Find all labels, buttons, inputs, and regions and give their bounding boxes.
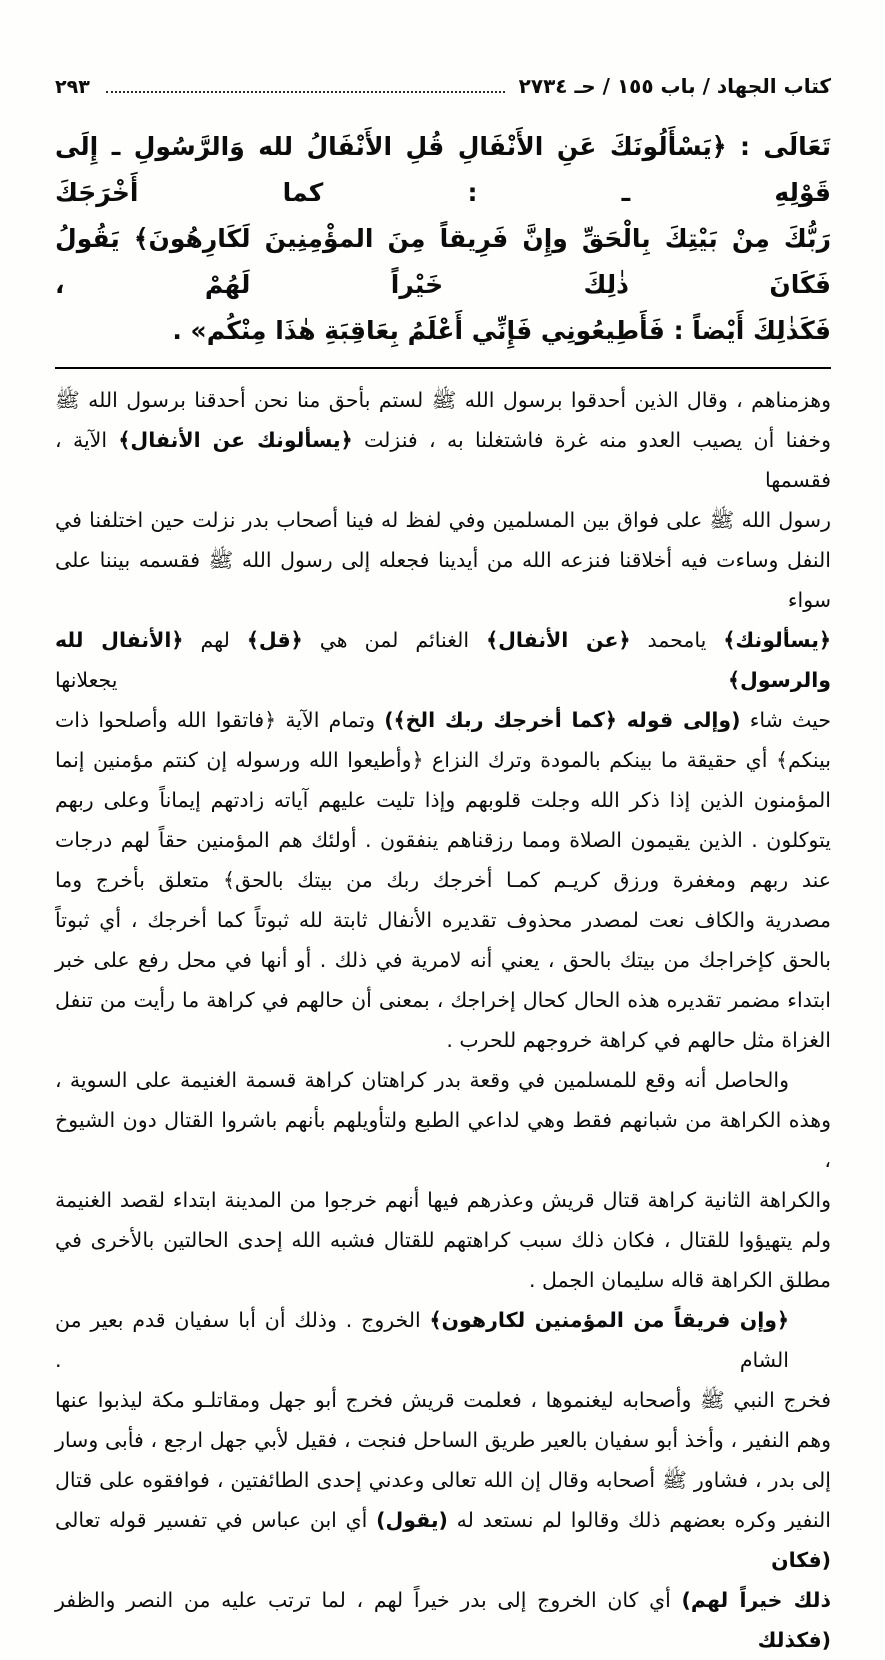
commentary-line: ولم يتهيؤوا للقتال ، فكان ذلك سبب كراهتهم للقتال فشبه الله إحدى الحالتين بالأخرى في (55, 1228, 831, 1252)
matn-block (55, 124, 831, 354)
commentary-line: حيث شاء (وإلى قوله ﴿كما أخرجك ربك الخ﴾) وتمام الآية ﴿فاتقوا الله وأصلحوا ذات (55, 708, 831, 732)
commentary-line: يتوكلون . الذين يقيمون الصلاة ومما رزقناهم ينفقون . أولئك هم المؤمنين حقاً لهم درجات (55, 828, 831, 852)
commentary-line: النفل وساءت فيه أخلاقنا فنزعه الله من أيدينا فجعله إلى رسول الله ﷺ فقسمه بيننا على سواء (55, 548, 831, 612)
commentary-line: ﴿وإن فريقاً من المؤمنين لكارهون﴾ الخروج . وذلك أن أبا سفيان قدم بعير من الشام . (55, 1308, 789, 1372)
commentary-line: وهذه الكراهة من شبانهم فقط وهي لداعي الطبع ولتأويلهم بأنهم باشروا القتال دون الشيوخ ، (55, 1108, 831, 1172)
dotted-leader (106, 91, 505, 93)
commentary-line: ذلك خيراً لهم) أي كان الخروج إلى بدر خيراً لهم ، لما ترتب عليه من النصر والظفر (فكذلك (55, 1588, 831, 1652)
commentary-line: وهم النفير ، وأخذ أبو سفيان بالعير طريق الساحل فنجت ، فقيل لأبي جهل ارجع ، فأبى وسار (55, 1428, 831, 1452)
commentary-line: مطلق الكراهة قاله سليمان الجمل . (529, 1268, 831, 1292)
page-header (55, 66, 831, 98)
commentary-line: النفير وكره بعضهم ذلك وقالوا لم نستعد له (يقول) أي ابن عباس في تفسير قوله تعالى (فكان (55, 1508, 831, 1572)
commentary-line: المؤمنون الذين إذا ذكر الله وجلت قلوبهم وإذا تليت عليهم آياته زادتهم إيماناً وعلى ربهم (55, 788, 831, 812)
commentary-line: والحاصل أنه وقع للمسلمين في وقعة بدر كراهتان كراهة قسمة الغنيمة على السوية ، (55, 1068, 789, 1092)
matn-line: فَكَذٰلِكَ أَيْضاً : فَأَطِيعُونِي فَإِنِّي أَعْلَمُ بِعَاقِبَةِ هٰذَا مِنْكُم» . (172, 316, 831, 345)
commentary-line: ابتداء مضمر تقديره هذه الحال كحال إخراجك ، بمعنى أن حالهم في كراهة ما رأيت من تنفل (55, 988, 831, 1012)
commentary-line: فخرج النبي ﷺ وأصحابه ليغنموها ، فعلمت قريش فخرج أبو جهل ومقاتلـو مكة ليذبوا عنها (55, 1388, 831, 1412)
commentary-line: إلى بدر ، فشاور ﷺ أصحابه وقال إن الله تعالى وعدني إحدى الطائفتين ، فوافقوه على قتال (55, 1468, 831, 1492)
commentary-line: بالحق كإخراجك من بيتك بالحق ، يعني أنه لامرية في ذلك . أو أنها في محل رفع على خبر (55, 948, 831, 972)
page-number: ٢٩٣ (55, 76, 90, 98)
commentary-line: والكراهة الثانية كراهة قتال قريش وعذرهم فيها أنهم خرجوا من المدينة ابتداء لقصد الغنيمة (55, 1188, 831, 1212)
commentary-line: ﴿يسألونك﴾ يامحمد ﴿عن الأنفال﴾ الغنائم لمن هي ﴿قل﴾ لهم ﴿الأنفال لله والرسول﴾ يجعلانها (55, 628, 832, 692)
commentary-line: عند ربهم ومغفرة ورزق كريـم كمـا أخرجك ربك من بيتك بالحق﴾ متعلق بأخرج وما (55, 868, 831, 892)
commentary-block (55, 380, 831, 1660)
commentary-line: بينكم﴾ أي حقيقة ما بينكم بالمودة وترك النزاع ﴿وأطيعوا الله ورسوله إن كنتم مؤمنين إنما (55, 748, 831, 772)
commentary-line: الغزاة مثل حالهم في كراهة خروجهم للحرب . (446, 1028, 831, 1052)
chapter-reference: كتاب الجهاد / باب ١٥٥ / حـ ٢٧٣٤ (518, 74, 831, 98)
matn-line: رَبُّكَ مِنْ بَيْتِكَ بِالْحَقِّ وإِنَّ فَرِيقاً مِنَ المؤْمِنِينَ لَكَارِهُونَ﴾ يَقُولُ فَكَانَ ذٰلِكَ خَيْراً لَهُمْ ، (55, 224, 831, 299)
commentary-line: وهزمناهم ، وقال الذين أحدقوا برسول الله ﷺ لستم بأحق منا نحن أحدقنا برسول الله ﷺ (55, 388, 831, 412)
matn-line: تَعَالَى : ﴿يَسْأَلُونَكَ عَنِ الأَنْفَالِ قُلِ الأَنْفَالُ لله وَالرَّسُولِ ـ إِلَى قَوْلِهِ ـ : كما أَخْرَجَكَ (55, 132, 831, 207)
commentary-line: مصدرية والكاف نعت لمصدر محذوف تقديره الأنفال ثابتة لله ثبوتاً كما أخرجك ، أي ثبوتاً (55, 908, 831, 932)
commentary-line: وخفنا أن يصيب العدو منه غرة فاشتغلنا به ، فنزلت ﴿يسألونك عن الأنفال﴾ الآية ، فقسمها (55, 428, 832, 492)
section-divider (55, 367, 831, 369)
commentary-line: رسول الله ﷺ على فواق بين المسلمين وفي لفظ له فينا أصحاب بدر نزلت حين اختلفنا في (55, 508, 831, 532)
